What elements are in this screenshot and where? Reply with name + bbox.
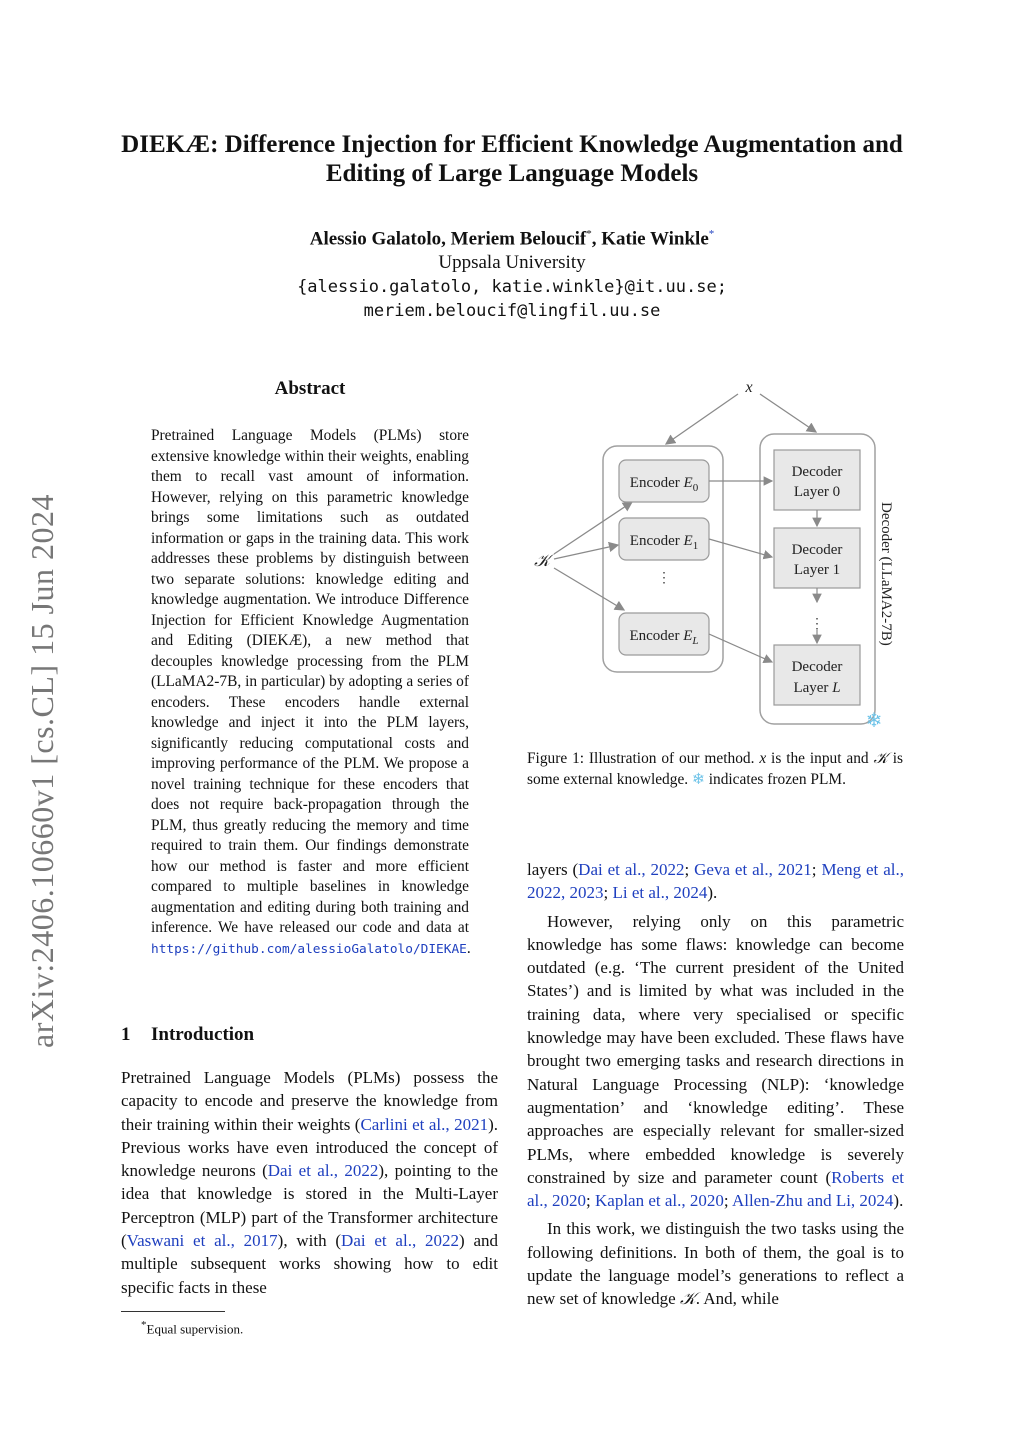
- paragraph: [527, 1217, 904, 1311]
- footnote-mark: *: [141, 1319, 147, 1331]
- intro-text: ), with (: [277, 1231, 342, 1251]
- author-separator: ,: [591, 228, 602, 250]
- knowledge-symbol: 𝒦: [679, 1289, 696, 1310]
- intro-text: ). Previous works have even introduced the concept of knowledge neurons (: [121, 1114, 498, 1181]
- decoder-label-l-line2: Layer L: [793, 680, 841, 696]
- title-line-1: DIEKÆ: Difference Injection for Efficient Knowledge Augmentation and: [121, 131, 903, 158]
- citation-link[interactable]: Vaswani et al., 2017: [126, 1231, 278, 1251]
- arxiv-side-label: arXiv:2406.10660v1 [cs.CL] 15 Jun 2024: [24, 493, 60, 1048]
- author-3: Katie Winkle: [601, 228, 709, 250]
- citation-link[interactable]: Roberts et al., 2020: [527, 1167, 904, 1211]
- abstract-body: Pretrained Language Models (PLMs) store extensive knowledge within their weights, enabling them to recall vast amount of information. However, relying on this parametric knowledge brings some limitations such as outdated information or gaps in the training data. This work addresses these problems by distinguish between two separate solutions: knowledge editing and knowledge augmentation. We introduce Difference Injection for Efficient Knowledge Augmentation and Editing (DIEKÆ), a new method that decouples knowledge processing from the PLM (LLaMA2-7B, in particular) by adopting a series of encoders. These encoders handle external knowledge and inject it into the PLM layers, significantly reducing computational costs and improving performance of the PLM. We propose a novel training technique for these encoders that does not require back-propagation through the PLM, thus greatly reducing the memory and time required to train them. Our findings demonstrate how our method is faster and more efficient compared to multiple baselines in knowledge augmentation and editing during both training and inference. We have released our code and data at: [151, 427, 469, 936]
- section-heading-introduction: [121, 1024, 254, 1046]
- citation-separator: ;: [603, 883, 613, 903]
- arrow-k-to-el: [554, 568, 624, 610]
- intro-right-column: [527, 858, 904, 1312]
- citation-separator: ;: [684, 860, 695, 879]
- section-number: 1: [121, 1024, 131, 1045]
- citation-separator: ;: [586, 1191, 596, 1211]
- decoder-label-l-line1: Decoder: [791, 659, 843, 675]
- author-names: [100, 222, 924, 251]
- decoder-label-1-line1: Decoder: [791, 542, 843, 558]
- decoder-box-0: [774, 450, 860, 510]
- intro-text: Pretrained Language Models (PLMs) possess the capacity to encode and preserve the knowledge from their training within their weights (: [121, 1068, 498, 1134]
- intro-text: ) and multiple subsequent works showing how to edit specific facts in these: [121, 1231, 498, 1297]
- snowflake-icon: ❄: [865, 710, 883, 732]
- intro-text: ), pointing to the idea that knowledge is stored in the Multi-Layer Perceptron (MLP) part of the Transformer architecture (: [121, 1161, 498, 1251]
- decoder-box-l: [774, 645, 860, 705]
- citation-link[interactable]: Dai et al., 2022: [578, 860, 685, 879]
- citation-link[interactable]: Dai et al., 2022: [341, 1231, 459, 1251]
- affiliation: Uppsala University: [438, 252, 586, 274]
- decoder-box-1: [774, 528, 860, 588]
- architecture-diagram: [520, 372, 920, 740]
- paragraph: [527, 858, 904, 905]
- encoder-label-l: Encoder $E_L$: [629, 628, 699, 647]
- paper-title: [100, 130, 924, 188]
- caption-x: x: [759, 750, 767, 767]
- arrow-x-to-encoders: [666, 394, 738, 444]
- encoder-label-0: Encoder $E_0$: [629, 475, 699, 494]
- arrow-el-to-dl: [709, 634, 772, 662]
- arrow-x-to-decoder: [760, 394, 816, 432]
- title-line-2: Editing of Large Language Models: [325, 160, 699, 187]
- intro-text: ).: [707, 883, 718, 903]
- section-title: Introduction: [151, 1024, 255, 1045]
- author-block: [100, 222, 924, 323]
- arrow-e1-to-d1: [709, 539, 772, 557]
- citation-link[interactable]: Meng et al., 2022, 2023: [527, 860, 904, 903]
- decoder-side-label: Decoder (LLaMA2-7B): [878, 502, 894, 646]
- decoder-label-0-line2: Layer 0: [793, 484, 841, 500]
- citation-link[interactable]: Geva et al., 2021: [694, 860, 812, 879]
- intro-text: ).: [893, 1191, 904, 1211]
- caption-text: is some external knowledge.: [527, 750, 903, 788]
- decoder-label-0-line1: Decoder: [791, 464, 843, 480]
- decoder-label-1-line2: Layer 1: [793, 562, 841, 578]
- author-3-mark[interactable]: *: [708, 228, 715, 240]
- caption-snowflake-icon: ❄: [691, 770, 705, 788]
- decoder-ellipsis: ⋮: [810, 617, 824, 632]
- citation-separator: ;: [723, 1191, 732, 1211]
- knowledge-label: 𝒦: [534, 551, 550, 570]
- caption-text: indicates frozen PLM.: [704, 771, 846, 788]
- paragraph: [527, 910, 904, 1213]
- author-1: Alessio Galatolo,: [309, 228, 451, 250]
- citation-link[interactable]: Dai et al., 2022: [267, 1161, 379, 1181]
- encoder-label-1: Encoder $E_1$: [629, 533, 699, 552]
- abstract-text: [151, 426, 469, 960]
- author-2-mark: *: [586, 228, 592, 240]
- caption-text: is the input and: [766, 750, 874, 767]
- intro-left-column: [121, 1066, 498, 1299]
- abstract-end: .: [466, 939, 471, 957]
- code-link[interactable]: https://github.com/alessioGalatolo/DIEKAE: [151, 941, 467, 957]
- abstract-heading: Abstract: [274, 378, 346, 399]
- intro-text: However, relying only on this parametric knowledge has some flaws: knowledge can become outdated (e.g. ‘The current president of the United States’) and is limited by what was included in the training data, where very specialised or specific knowledge may have been excluded. These flaws have brought two emerging tasks and research directions in Natural Language Processing (NLP): ‘knowledge augmentation’ and ‘knowledge editing’. These approaches are especially relevant for smaller-sized PLMs, where embedded knowledge is severely constrained by size and parameter count (: [527, 911, 904, 1187]
- intro-text: layers (: [527, 860, 579, 879]
- author-2: Meriem Beloucif: [450, 228, 587, 250]
- citation-separator: ;: [811, 860, 822, 879]
- footnote: [141, 1316, 243, 1338]
- email-line-2: meriem.beloucif@lingfil.uu.se: [363, 301, 661, 322]
- figure-1-caption: [527, 748, 903, 790]
- footnote-text: Equal supervision.: [146, 1321, 244, 1337]
- citation-link[interactable]: Li et al., 2024: [612, 883, 708, 903]
- encoder-ellipsis: ⋮: [657, 571, 671, 586]
- intro-text: In this work, we distinguish the two tasks using the following definitions. In both of them, the goal is to update the language model’s generations to reflect a new set of knowledge: [527, 1219, 904, 1309]
- email-line-1: {alessio.galatolo, katie.winkle}@it.uu.se;: [297, 277, 727, 298]
- caption-text: Figure 1: Illustration of our method.: [527, 750, 760, 767]
- caption-k: 𝒦: [873, 749, 888, 767]
- citation-link[interactable]: Carlini et al., 2021: [360, 1114, 489, 1134]
- intro-text: . And, while: [695, 1289, 779, 1309]
- footnote-rule: [121, 1311, 225, 1312]
- citation-link[interactable]: Kaplan et al., 2020: [595, 1191, 724, 1211]
- input-x-label: x: [745, 379, 753, 396]
- citation-link[interactable]: Allen-Zhu and Li, 2024: [731, 1191, 894, 1211]
- figure-1-diagram: [520, 372, 920, 740]
